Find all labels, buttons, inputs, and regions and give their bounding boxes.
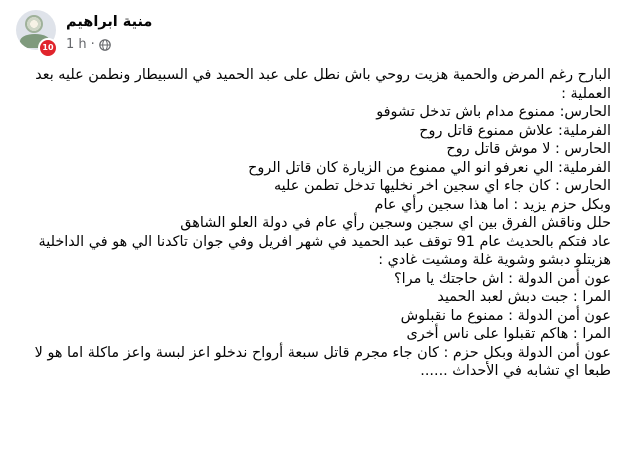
post-line: المرا : جبت دبش لعبد الحميد bbox=[437, 289, 611, 305]
post-line: وبكل حزم يزيد : اما هذا سجين رأي عام bbox=[374, 196, 611, 213]
post-line: عون أمن الدولة : اش حاجتك يا مرا؟ bbox=[394, 270, 611, 287]
avatar-badge: 10 bbox=[38, 38, 58, 58]
timestamp[interactable]: 1 h bbox=[66, 37, 87, 52]
post-line: الحارس: ممنوع مدام باش تدخل تشوفو bbox=[376, 104, 611, 120]
post-meta bbox=[66, 37, 111, 52]
meta-separator: · bbox=[90, 37, 95, 52]
post-line: الحارس : كان جاء اي سجين اخر نخليها تدخل تطمن عليه bbox=[273, 178, 611, 194]
author-name[interactable]: منية ابراهيم bbox=[66, 14, 153, 30]
post-line: الفرملية: الي نعرفو انو الي ممنوع من الزيارة كان قاتل الروح bbox=[248, 159, 611, 176]
post-line: المرا : هاكم تقبلوا على ناس أخرى bbox=[406, 326, 611, 342]
post-line: عون أمن الدولة وبكل حزم : كان جاء مجرم قاتل سبعة أرواح ندخلو اعز لبسة واعز ماكلة اما هو لا bbox=[34, 344, 611, 361]
avatar-flower bbox=[25, 15, 43, 33]
post-line: الحارس : لا موش قاتل روح bbox=[446, 141, 611, 157]
post-line: عون أمن الدولة : ممنوع ما نقبلوش bbox=[400, 307, 611, 324]
post-line: الفرملية: علاش ممنوع قاتل روح bbox=[419, 122, 611, 139]
post-body bbox=[14, 66, 611, 381]
post-header bbox=[8, 8, 617, 58]
post-line: عاد فتكم بالحديث عام 91 توقف عبد الحميد في شهر افريل وفي جوان تاكدنا الي هو في الداخلية هزيتلو دبشو وشوية غلة ومشيت غادي : bbox=[38, 233, 611, 268]
globe-icon bbox=[99, 39, 111, 51]
post-line: حلل وناقش الفرق بين اي سجين وسجين رأي عام في دولة العلو الشاهق bbox=[180, 215, 611, 231]
post-line: طبعا اي تشابه في الأحداث ...... bbox=[420, 363, 611, 379]
post-line: البارح رغم المرض والحمية هزيت روحي باش نطل على عبد الحميد في السبيطار ونطمن عليه بعد العملية : bbox=[35, 67, 611, 102]
